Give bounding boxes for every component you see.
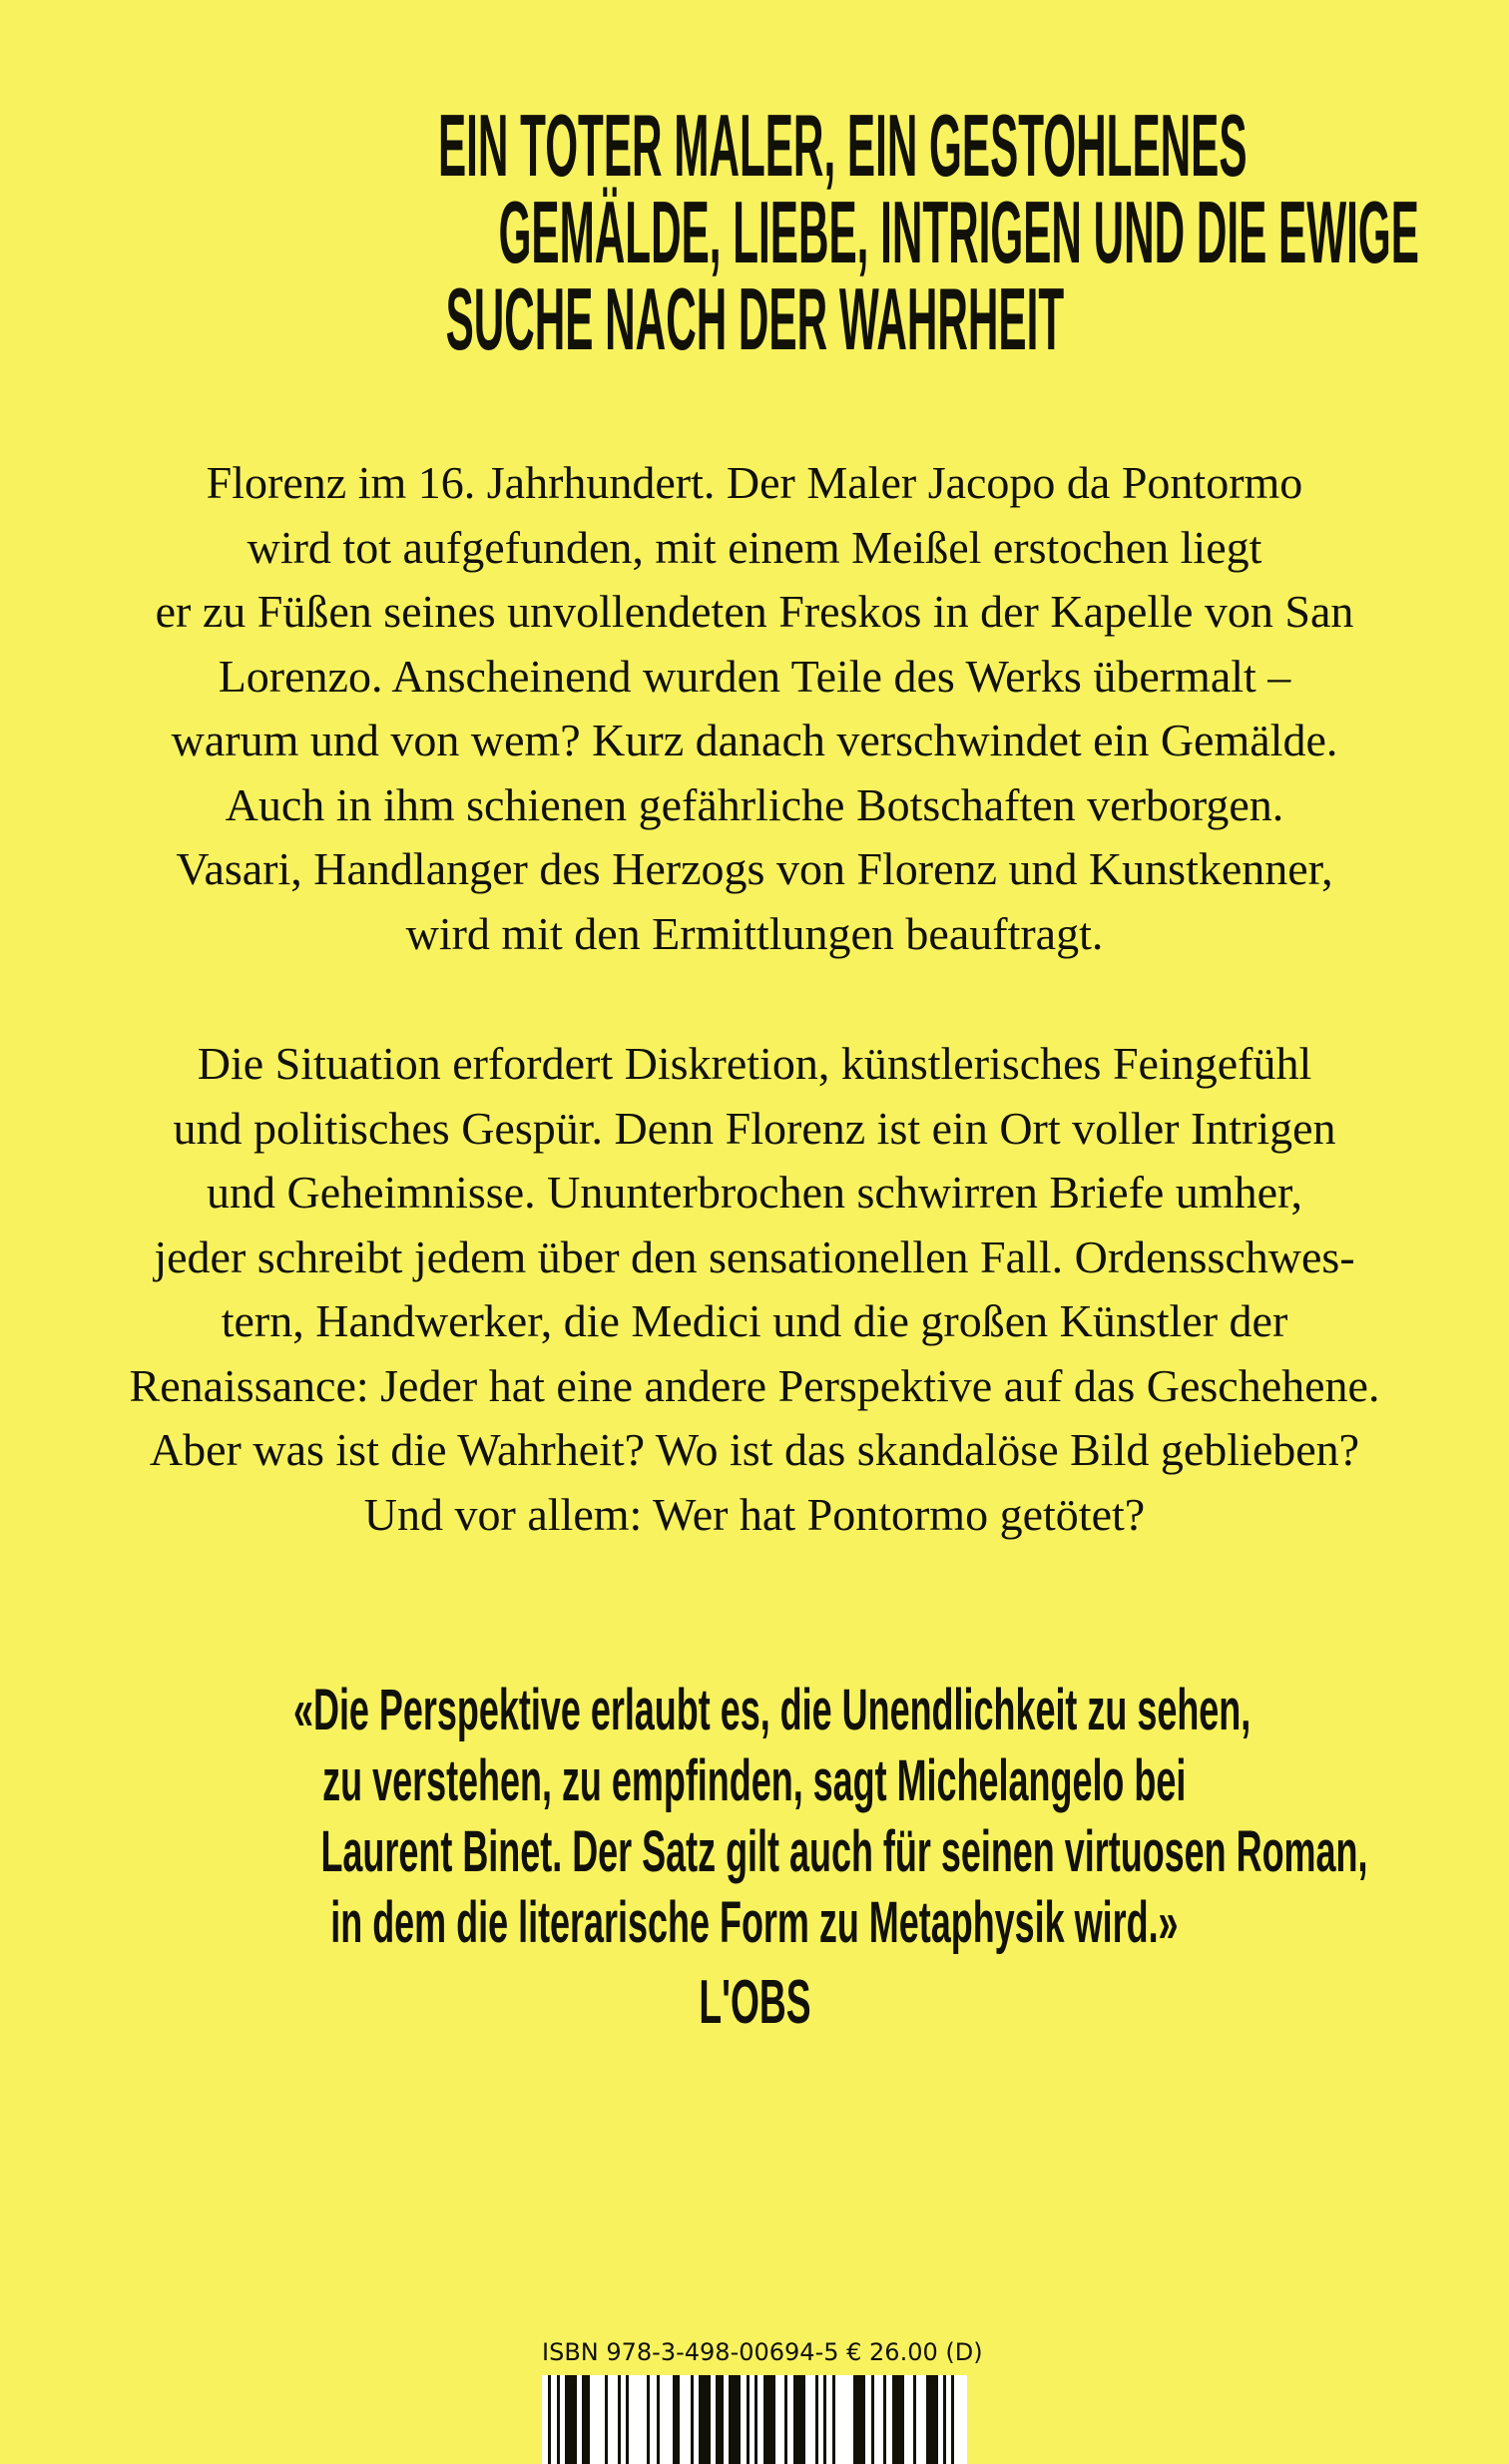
isbn-price: ISBN 978-3-498-00694-5 € 26.00 (D) xyxy=(542,2338,983,2366)
text-line: wird tot aufgefunden, mit einem Meißel erstochen liegt xyxy=(247,521,1262,573)
barcode-bar xyxy=(699,2375,711,2464)
blurb-paragraph-2 xyxy=(0,1032,1509,1547)
barcode-bar xyxy=(605,2375,608,2464)
barcode-bar xyxy=(618,2375,621,2464)
barcode-bar xyxy=(557,2375,560,2464)
blurb-paragraph-1 xyxy=(0,451,1509,966)
barcode-bar xyxy=(815,2375,818,2464)
barcode-bar xyxy=(926,2375,938,2464)
barcode-bar xyxy=(729,2375,741,2464)
text-line: wird mit den Ermittlungen beauftragt. xyxy=(405,907,1104,959)
barcode-bar xyxy=(853,2375,865,2464)
text-line: Vasari, Handlanger des Herzogs von Florenz und Kunstkenner, xyxy=(176,843,1333,894)
headline-line: SUCHE NACH DER WAHRHEIT xyxy=(445,269,1064,368)
quote-source-text: L'OBS xyxy=(698,1968,811,2037)
barcode-bar xyxy=(913,2375,916,2464)
headline-line: EIN TOTER MALER, EIN GESTOHLENES xyxy=(438,96,1248,195)
text-line: Lorenzo. Anscheinend wurden Teile des Werks übermalt – xyxy=(218,650,1291,702)
barcode-bar xyxy=(657,2375,660,2464)
text-line: warum und von wem? Kurz danach verschwindet ein Gemälde. xyxy=(171,715,1338,765)
headline xyxy=(0,96,1509,368)
barcode-bar xyxy=(784,2375,787,2464)
barcode-bar xyxy=(691,2375,694,2464)
text-line: und Geheimnisse. Ununterbrochen schwirren Briefe umher, xyxy=(207,1167,1302,1218)
quote-line: in dem die literarische Form zu Metaphysik wird.» xyxy=(330,1890,1179,1955)
barcode-bar xyxy=(823,2375,826,2464)
barcode-bar xyxy=(647,2375,650,2464)
barcode-bar xyxy=(673,2375,680,2464)
barcode-bar xyxy=(716,2375,724,2464)
barcode-bar xyxy=(754,2375,757,2464)
press-quote xyxy=(0,1675,1509,1958)
quote-line: zu verstehen, zu empfinden, sagt Michelangelo bei xyxy=(322,1748,1187,1813)
text-line: jeder schreibt jedem über den sensationellen Fall. Ordensschwes- xyxy=(154,1231,1355,1282)
headline-line: GEMÄLDE, LIEBE, INTRIGEN UND DIE EWIGE xyxy=(498,183,1419,281)
barcode xyxy=(542,2375,967,2464)
barcode-bar xyxy=(892,2375,904,2464)
barcode-bar xyxy=(747,2375,750,2464)
text-line: Aber was ist die Wahrheit? Wo ist das skandalöse Bild geblieben? xyxy=(149,1424,1360,1475)
barcode-bar xyxy=(951,2375,954,2464)
text-line: Auch in ihm schienen gefährliche Botschaften verborgen. xyxy=(225,778,1284,830)
text-line: Die Situation erfordert Diskretion, künstlerisches Feingefühl xyxy=(197,1038,1312,1089)
quote-source xyxy=(0,1968,1509,2038)
barcode-bar xyxy=(943,2375,946,2464)
barcode-bar xyxy=(548,2375,551,2464)
quote-line: Laurent Binet. Der Satz gilt auch für seinen virtuosen Roman, xyxy=(320,1819,1368,1884)
barcode-bar xyxy=(626,2375,629,2464)
text-line: Und vor allem: Wer hat Pontormo getötet? xyxy=(363,1488,1146,1540)
text-line: und politisches Gespür. Denn Florenz ist ein Ort voller Intrigen xyxy=(173,1102,1336,1154)
barcode-bar xyxy=(763,2375,775,2464)
quote-line: «Die Perspektive erlaubt es, die Unendlichkeit zu sehen, xyxy=(292,1678,1252,1742)
text-line: er zu Füßen seines unvollendeten Freskos in der Kapelle von San xyxy=(155,586,1354,637)
text-line: Renaissance: Jeder hat eine andere Perspektive auf das Geschehene. xyxy=(129,1359,1380,1411)
barcode-bar xyxy=(883,2375,886,2464)
barcode-bar xyxy=(832,2375,835,2464)
barcode-bar xyxy=(582,2375,590,2464)
barcode-bar xyxy=(871,2375,874,2464)
barcode-bar xyxy=(793,2375,805,2464)
text-line: tern, Handwerker, die Medici und die großen Künstler der xyxy=(221,1295,1288,1346)
text-line: Florenz im 16. Jahrhundert. Der Maler Jacopo da Pontormo xyxy=(206,457,1303,508)
barcode-bar xyxy=(565,2375,577,2464)
